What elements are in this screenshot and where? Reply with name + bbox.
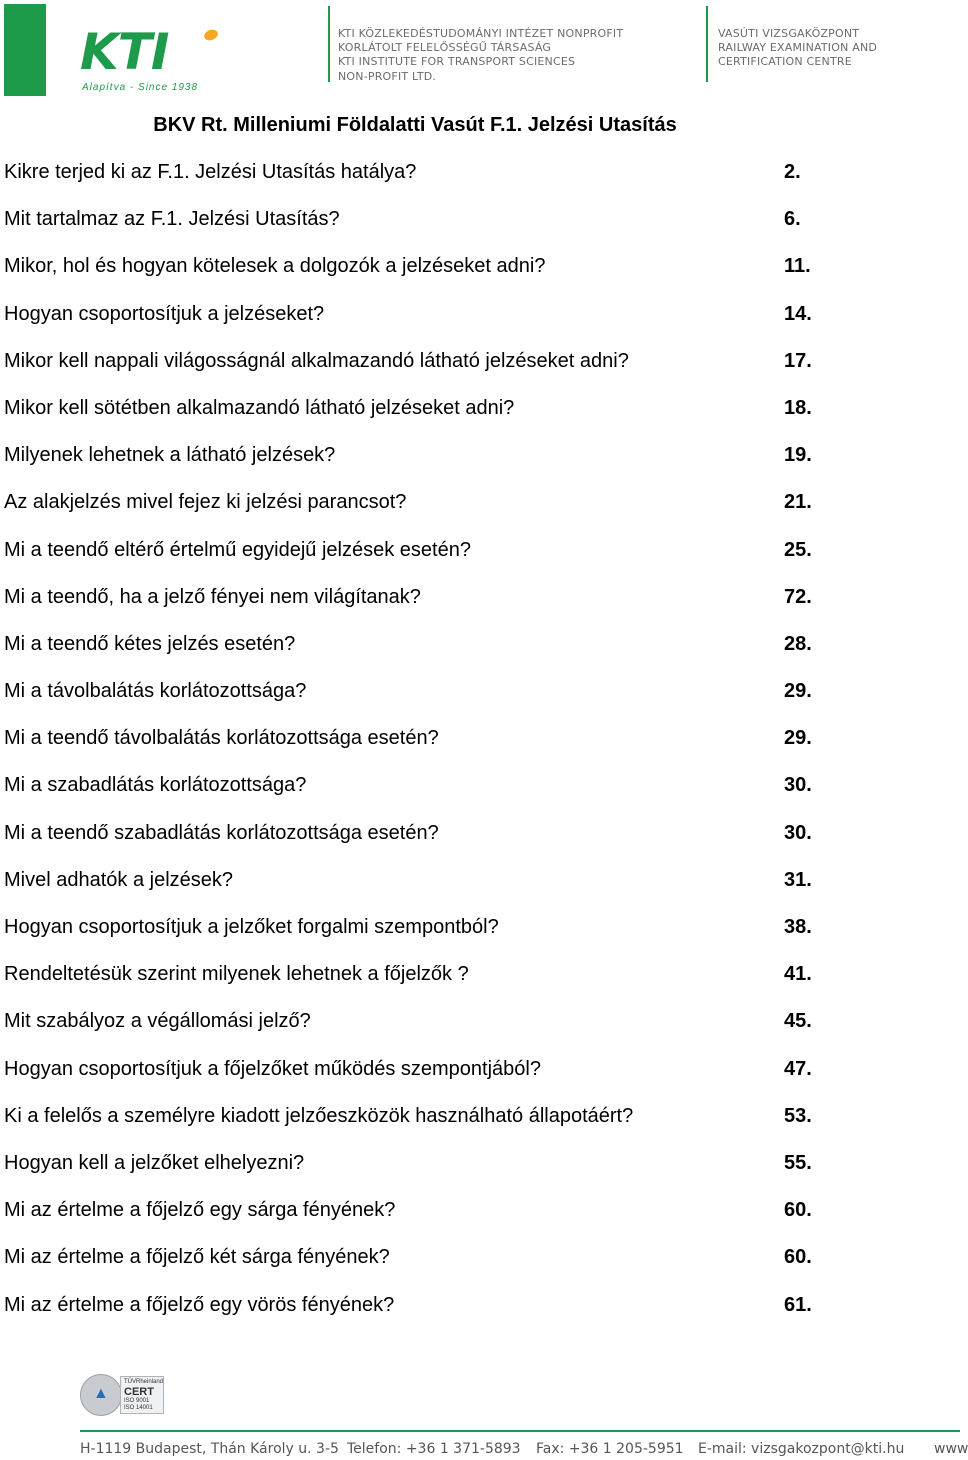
toc-page: 45. bbox=[784, 1010, 812, 1033]
toc-page: 60. bbox=[784, 1246, 812, 1269]
footer-web: www bbox=[934, 1441, 968, 1457]
toc-row bbox=[4, 960, 834, 1007]
footer-phone: Telefon: +36 1 371-5893 bbox=[347, 1441, 521, 1457]
toc-page: 53. bbox=[784, 1104, 812, 1127]
cert-standard: ISO 9001 bbox=[124, 1398, 150, 1404]
toc-page: 31. bbox=[784, 868, 812, 891]
toc-question: Mi a teendő, ha a jelző fényei nem világítanak? bbox=[4, 585, 421, 608]
toc-row bbox=[4, 677, 834, 724]
toc-question: Mivel adhatók a jelzések? bbox=[4, 868, 234, 891]
toc-row bbox=[4, 771, 834, 818]
logo-accent-dot bbox=[203, 28, 220, 42]
warning-triangle-icon: ▲ bbox=[93, 1385, 109, 1402]
toc-question: Hogyan csoportosítjuk a jelzéseket? bbox=[4, 302, 325, 325]
toc-row bbox=[4, 441, 834, 488]
toc-question: Mi a szabadlátás korlátozottsága? bbox=[4, 774, 307, 797]
toc-row bbox=[4, 1196, 834, 1243]
logo-since: Alapítva - Since 1938 bbox=[82, 82, 199, 93]
institute-line: NON-PROFIT LTD. bbox=[338, 69, 437, 83]
toc-page: 72. bbox=[784, 585, 812, 608]
institute-line: KTI KÖZLEKEDÉSTUDOMÁNYI INTÉZET NONPROFIT bbox=[338, 27, 624, 40]
toc-row bbox=[4, 1149, 834, 1196]
toc-question: Mi a teendő távolbalátás korlátozottsága esetén? bbox=[4, 727, 439, 750]
toc-question: Milyenek lehetnek a látható jelzések? bbox=[4, 444, 336, 467]
toc-question: Mit szabályoz a végállomási jelző? bbox=[4, 1010, 311, 1033]
toc-page: 38. bbox=[784, 916, 812, 938]
cert-label bbox=[120, 1376, 164, 1414]
toc-page: 29. bbox=[784, 680, 812, 703]
toc-page: 14. bbox=[784, 302, 812, 325]
toc-question: Mi az értelme a főjelző egy vörös fényének? bbox=[4, 1293, 395, 1316]
footer-fax: Fax: +36 1 205-5951 bbox=[536, 1441, 684, 1457]
institute-line: KORLÁTOLT FELELŐSSÉGŰ TÁRSASÁG bbox=[338, 41, 552, 55]
toc-page: 19. bbox=[784, 444, 812, 467]
institute-name bbox=[338, 27, 623, 84]
toc-row bbox=[4, 630, 834, 677]
centre-line: RAILWAY EXAMINATION AND bbox=[718, 41, 878, 55]
toc-question: Mi az értelme a főjelző egy sárga fényének? bbox=[4, 1199, 396, 1222]
toc-question: Hogyan csoportosítjuk a jelzőket forgalmi szempontból? bbox=[4, 916, 499, 938]
toc-row bbox=[4, 866, 834, 913]
footer-address: H-1119 Budapest, Thán Károly u. 3-5 bbox=[80, 1441, 339, 1457]
tuv-cert-badge bbox=[80, 1374, 166, 1416]
toc-page: 28. bbox=[784, 632, 812, 655]
toc-question: Rendeltetésük szerint milyenek lehetnek a főjelzők ? bbox=[4, 963, 469, 986]
footer-divider bbox=[80, 1430, 960, 1432]
toc-page: 30. bbox=[784, 821, 812, 844]
toc-page: 21. bbox=[784, 491, 812, 514]
toc-row bbox=[4, 347, 834, 394]
toc-question: Mi a teendő eltérő értelmű egyidejű jelzések esetén? bbox=[4, 538, 471, 561]
document-title: BKV Rt. Milleniumi Földalatti Vasút F.1. Jelzési Utasítás bbox=[153, 114, 677, 136]
toc-row bbox=[4, 300, 834, 347]
toc-row bbox=[4, 819, 834, 866]
toc-question: Mit tartalmaz az F.1. Jelzési Utasítás? bbox=[4, 208, 340, 231]
toc-page: 25. bbox=[784, 538, 812, 561]
toc-page: 30. bbox=[784, 774, 812, 797]
brand-green-bar bbox=[4, 4, 46, 96]
cert-standard: ISO 14001 bbox=[124, 1405, 153, 1411]
toc-row bbox=[4, 205, 834, 252]
toc-page: 61. bbox=[784, 1293, 812, 1316]
cert-brand: TÜVRheinland bbox=[124, 1379, 164, 1385]
toc-page: 17. bbox=[784, 349, 812, 372]
toc-page: 55. bbox=[784, 1151, 812, 1174]
toc-page: 2. bbox=[784, 161, 801, 183]
toc-page: 29. bbox=[784, 727, 812, 750]
toc-page: 6. bbox=[784, 208, 801, 231]
toc-list bbox=[4, 158, 834, 1338]
toc-row bbox=[4, 1291, 834, 1338]
toc-page: 47. bbox=[784, 1057, 812, 1080]
toc-question: Mikor kell sötétben alkalmazandó látható jelzéseket adni? bbox=[4, 396, 515, 419]
toc-question: Hogyan kell a jelzőket elhelyezni? bbox=[4, 1151, 305, 1174]
toc-page: 41. bbox=[784, 963, 812, 986]
centre-name bbox=[718, 27, 877, 70]
cert-seal bbox=[80, 1374, 122, 1416]
toc-row bbox=[4, 724, 834, 771]
toc-question: Kikre terjed ki az F.1. Jelzési Utasítás hatálya? bbox=[4, 161, 417, 183]
centre-line: CERTIFICATION CENTRE bbox=[718, 55, 852, 69]
toc-row bbox=[4, 252, 834, 299]
centre-line: VASÚTI VIZSGAKÖZPONT bbox=[718, 27, 860, 40]
toc-question: Mi a távolbalátás korlátozottsága? bbox=[4, 680, 307, 703]
toc-row bbox=[4, 1007, 834, 1054]
toc-row bbox=[4, 158, 834, 205]
toc-question: Az alakjelzés mivel fejez ki jelzési parancsot? bbox=[4, 491, 407, 514]
toc-row bbox=[4, 1102, 834, 1149]
toc-page: 18. bbox=[784, 396, 812, 419]
toc-row bbox=[4, 1055, 834, 1102]
toc-question: Mi a teendő kétes jelzés esetén? bbox=[4, 632, 296, 655]
toc-question: Mikor kell nappali világosságnál alkalmazandó látható jelzéseket adni? bbox=[4, 349, 629, 372]
logo-wordmark: KTI bbox=[80, 23, 169, 81]
kti-logo bbox=[80, 24, 230, 96]
toc-question: Ki a felelős a személyre kiadott jelzőeszközök használható állapotáért? bbox=[4, 1104, 634, 1127]
toc-row bbox=[4, 488, 834, 535]
toc-row bbox=[4, 583, 834, 630]
toc-page: 11. bbox=[784, 255, 811, 278]
header-divider bbox=[328, 6, 330, 82]
toc-row bbox=[4, 913, 834, 960]
footer-email: E-mail: vizsgakozpont@kti.hu bbox=[698, 1441, 905, 1457]
cert-title: CERT bbox=[124, 1386, 154, 1398]
toc-page: 60. bbox=[784, 1199, 812, 1222]
toc-question: Mikor, hol és hogyan kötelesek a dolgozók a jelzéseket adni? bbox=[4, 255, 546, 278]
toc-question: Hogyan csoportosítjuk a főjelzőket működés szempontjából? bbox=[4, 1057, 541, 1080]
institute-line: KTI INSTITUTE FOR TRANSPORT SCIENCES bbox=[338, 55, 576, 69]
toc-row bbox=[4, 536, 834, 583]
letterhead bbox=[0, 0, 960, 100]
toc-row bbox=[4, 1243, 834, 1290]
toc-question: Mi a teendő szabadlátás korlátozottsága esetén? bbox=[4, 821, 439, 844]
header-divider bbox=[706, 6, 708, 82]
toc-question: Mi az értelme a főjelző két sárga fényének? bbox=[4, 1246, 390, 1269]
toc-row bbox=[4, 394, 834, 441]
